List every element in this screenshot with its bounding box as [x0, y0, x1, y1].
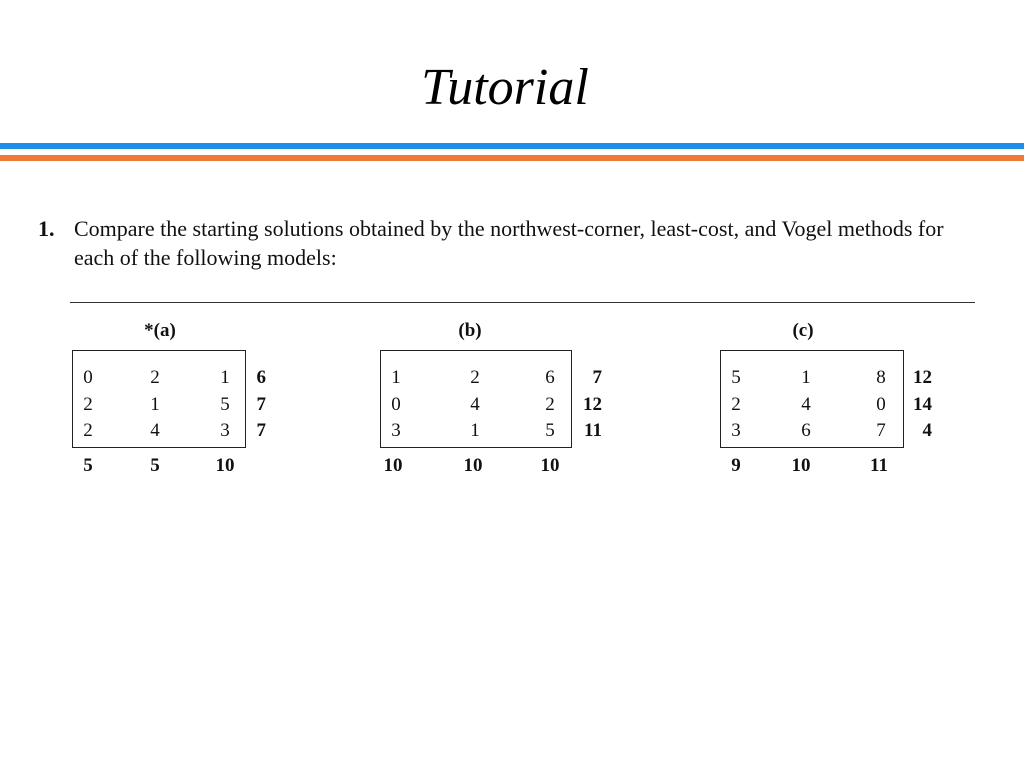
cost-cell: 7 — [876, 420, 886, 441]
cost-cell: 1 — [801, 367, 811, 388]
model-label: (c) — [792, 320, 814, 341]
demand-value: 10 — [215, 455, 235, 476]
supply-value: 12 — [583, 394, 602, 415]
supply-value: 6 — [256, 367, 266, 388]
cost-cell: 5 — [220, 394, 230, 415]
cost-cell: 3 — [731, 420, 741, 441]
model-label: (b) — [458, 320, 482, 341]
demand-value: 10 — [791, 455, 811, 476]
cost-cell: 2 — [545, 394, 555, 415]
cost-cell: 0 — [83, 367, 93, 388]
cost-cell: 3 — [391, 420, 401, 441]
cost-cell: 2 — [470, 367, 480, 388]
demand-value: 11 — [870, 455, 888, 476]
cost-cell: 0 — [876, 394, 886, 415]
cost-cell: 5 — [731, 367, 741, 388]
slide-title: Tutorial — [421, 59, 589, 116]
cost-cell: 2 — [731, 394, 741, 415]
supply-value: 7 — [256, 394, 266, 415]
demand-value: 10 — [383, 455, 403, 476]
cost-cell: 8 — [876, 367, 886, 388]
cost-cell: 2 — [150, 367, 160, 388]
cost-cell: 1 — [391, 367, 401, 388]
blue-divider — [0, 143, 1024, 149]
cost-cell: 2 — [83, 420, 93, 441]
cost-cell: 3 — [220, 420, 230, 441]
cost-cell: 1 — [150, 394, 160, 415]
section-divider — [70, 302, 975, 303]
cost-cell: 5 — [545, 420, 555, 441]
model-label: *(a) — [144, 320, 176, 341]
demand-value: 5 — [150, 455, 160, 476]
supply-value: 7 — [256, 420, 266, 441]
cost-cell: 6 — [801, 420, 811, 441]
demand-value: 5 — [83, 455, 93, 476]
supply-value: 12 — [913, 367, 932, 388]
supply-value: 14 — [913, 394, 932, 415]
cost-cell: 4 — [150, 420, 160, 441]
orange-divider — [0, 155, 1024, 161]
supply-value: 4 — [922, 420, 932, 441]
supply-value: 11 — [584, 420, 602, 441]
demand-value: 9 — [731, 455, 741, 476]
cost-cell: 1 — [220, 367, 230, 388]
supply-value: 7 — [592, 367, 602, 388]
cost-cell: 6 — [545, 367, 555, 388]
demand-value: 10 — [540, 455, 560, 476]
cost-cell: 4 — [470, 394, 480, 415]
cost-cell: 1 — [470, 420, 480, 441]
problem-text: Compare the starting solutions obtained by the northwest-corner, least-cost, and Vogel methods for each of the following models: — [74, 216, 944, 270]
cost-cell: 2 — [83, 394, 93, 415]
demand-value: 10 — [463, 455, 483, 476]
cost-cell: 4 — [801, 394, 811, 415]
problem-number: 1. — [38, 216, 55, 241]
cost-cell: 0 — [391, 394, 401, 415]
